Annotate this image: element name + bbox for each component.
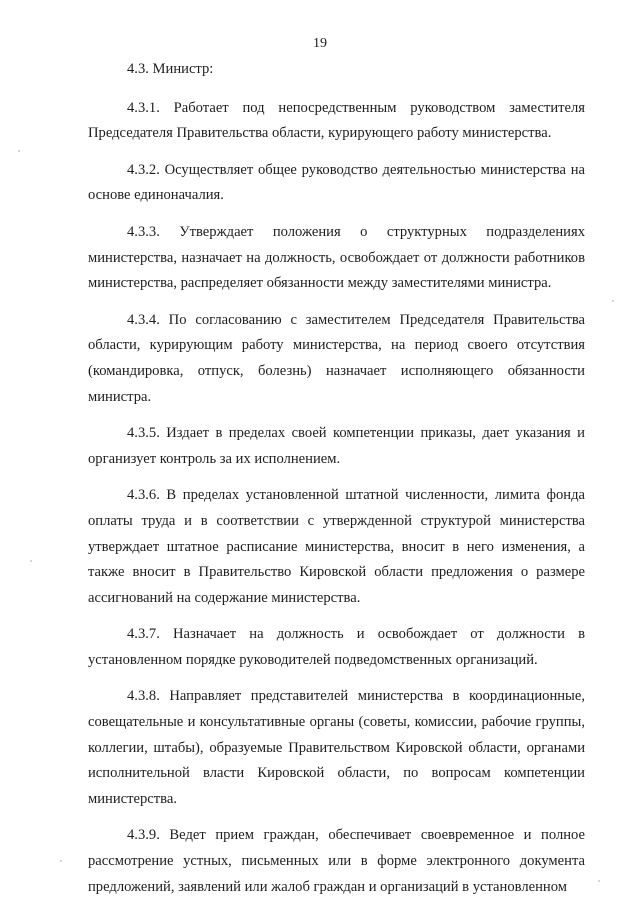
clause-4-3-8: 4.3.8. Направляет представителей министерства в координационные, совещательные и консультативные органы (советы, комиссии, рабочие группы, коллегии, штабы), образуемые Правительством Кировской области, органами исполнительной власти Кировской области, по вопросам компетенции министерства.: [88, 688, 585, 807]
scan-speck: [30, 560, 32, 562]
page-number: 19: [313, 36, 327, 51]
clause-4-3-9: 4.3.9. Ведет прием граждан, обеспечивает своевременное и полное рассмотрение устных, письменных или в форме электронного документа предложений, заявлений или жалоб граждан и организаций в установленном: [88, 827, 585, 895]
scan-speck: [18, 150, 20, 152]
clause-4-3-1: 4.3.1. Работает под непосредственным руководством заместителя Председателя Правительства области, курирующего работу министерства.: [88, 99, 585, 142]
scan-speck: [612, 300, 614, 302]
section-heading: 4.3. Министр:: [127, 61, 214, 77]
document-body: [88, 57, 585, 900]
scan-speck: [598, 880, 600, 882]
clause-4-3-7: 4.3.7. Назначает на должность и освобождает от должности в установленном порядке руководителей подведомственных организаций.: [88, 626, 585, 668]
clause-4-3-6: 4.3.6. В пределах установленной штатной численности, лимита фонда оплаты труда и в соответствии с утвержденной структурой министерства утверждает штатное расписание министерства, вносит в него изменения, а также вносит в Правительство Кировской области предложения о размере ассигнований на содержание министерства.: [88, 487, 585, 606]
clause-4-3-5: 4.3.5. Издает в пределах своей компетенции приказы, дает указания и организует контроль за их исполнением.: [88, 425, 585, 467]
scan-speck: [60, 860, 62, 862]
clause-4-3-2: 4.3.2. Осуществляет общее руководство деятельностью министерства на основе единоначалия.: [88, 161, 585, 204]
clause-4-3-3: 4.3.3. Утверждает положения о структурных подразделениях министерства, назначает на должность, освобождает от должности работников министерства, распределяет обязанности между заместителями министра.: [88, 223, 585, 292]
clause-4-3-4: 4.3.4. По согласованию с заместителем Председателя Правительства области, курирующим работу министерства, на период своего отсутствия (командировка, отпуск, болезнь) назначает исполняющего обязанности министра.: [88, 311, 585, 405]
